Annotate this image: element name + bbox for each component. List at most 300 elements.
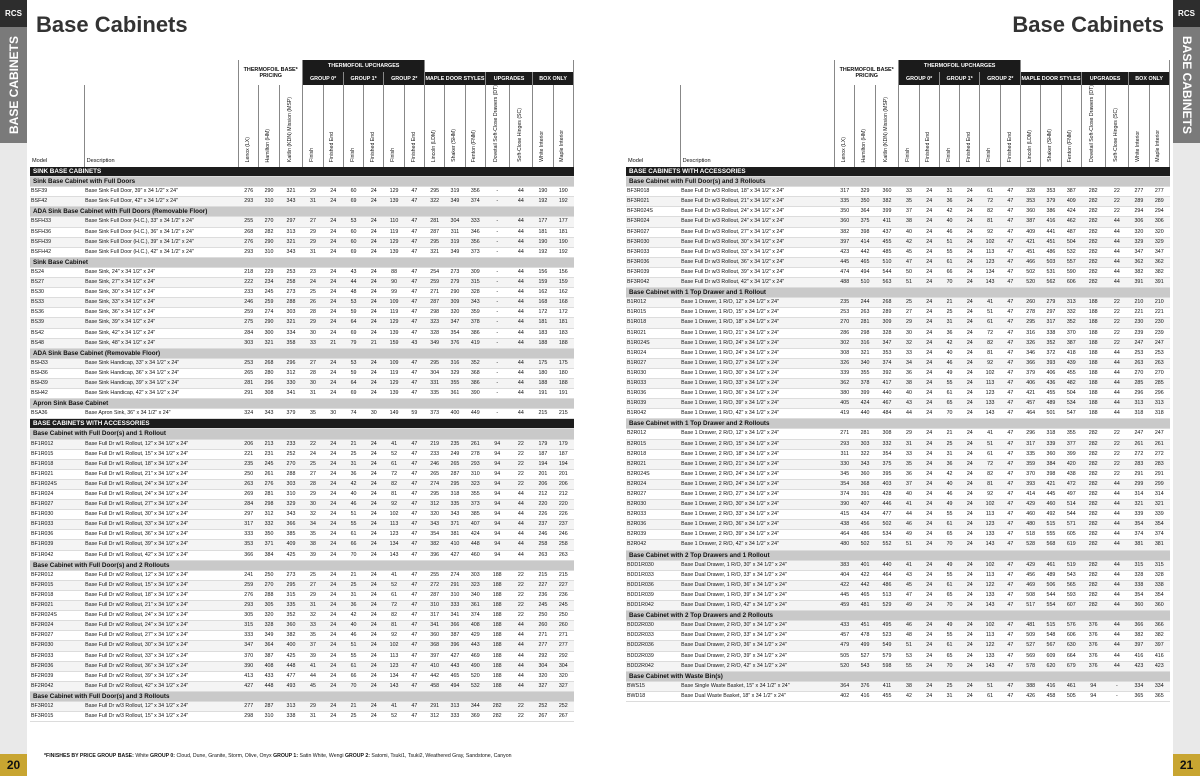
price-cell: 22: [1105, 439, 1129, 449]
price-cell: 45: [899, 580, 919, 590]
price-cell: 304: [425, 368, 445, 378]
subsection-header: [30, 560, 574, 570]
price-cell: 215: [553, 409, 574, 419]
header-price-group: GROUP 1*: [343, 72, 384, 85]
price-cell: 299: [1149, 479, 1170, 489]
price-cell: 44: [899, 510, 919, 520]
price-cell: 44: [509, 368, 533, 378]
table-row: [30, 278, 574, 288]
price-cell: 495: [875, 621, 899, 631]
price-cell: 237: [553, 520, 574, 530]
price-cell: 590: [1061, 267, 1081, 277]
model-cell: BF3R015: [30, 712, 84, 722]
price-cell: 47: [404, 641, 424, 651]
price-cell: 82: [980, 207, 1000, 217]
price-cell: 281: [855, 429, 875, 439]
header-group-maple-styles: MAPLE DOOR STYLES: [1021, 72, 1082, 85]
header-group-box-only: BOX ONLY: [1129, 72, 1170, 85]
price-cell: 21: [939, 429, 959, 439]
price-cell: 269: [239, 490, 259, 500]
price-cell: 472: [1061, 479, 1081, 489]
price-cell: 37: [899, 479, 919, 489]
model-cell: BF2R030: [30, 641, 84, 651]
price-cell: 59: [343, 308, 363, 318]
description-cell: Base Sink, 30" x 34 1/2" x 24": [84, 288, 238, 298]
price-cell: 159: [533, 278, 553, 288]
price-cell: 250: [259, 570, 279, 580]
column-header: Lincoln (LDM): [425, 85, 445, 167]
price-cell: 22: [509, 479, 533, 489]
table-row: [626, 267, 1170, 277]
price-cell: 52: [384, 449, 404, 459]
price-cell: 192: [553, 247, 574, 257]
price-cell: 24: [960, 358, 980, 368]
table-row: [30, 459, 574, 469]
table-row: [626, 429, 1170, 439]
model-cell: BF3R024: [626, 217, 680, 227]
table-row: [30, 611, 574, 621]
price-cell: 29: [303, 187, 323, 197]
price-cell: 263: [855, 308, 875, 318]
price-cell: 229: [259, 267, 279, 277]
price-cell: 292: [553, 651, 574, 661]
price-cell: 24: [960, 681, 980, 691]
price-cell: 24: [323, 631, 343, 641]
price-cell: 272: [1149, 449, 1170, 459]
price-cell: 24: [919, 490, 939, 500]
price-cell: 143: [980, 661, 1000, 671]
price-cell: 332: [875, 439, 899, 449]
price-cell: 82: [980, 338, 1000, 348]
price-cell: 360: [1021, 207, 1041, 217]
price-cell: 392: [875, 368, 899, 378]
price-cell: 44: [509, 237, 533, 247]
price-cell: 42: [343, 611, 363, 621]
price-cell: 397: [425, 651, 445, 661]
price-cell: 41: [384, 570, 404, 580]
table-row: [626, 661, 1170, 671]
price-cell: 47: [1000, 429, 1020, 439]
price-cell: 47: [404, 389, 424, 399]
price-cell: 24: [960, 540, 980, 550]
price-cell: 218: [239, 267, 259, 277]
price-cell: 66: [343, 540, 363, 550]
description-cell: Base Full Dr w/2 Rollout, 36" x 34 1/2" x 24": [84, 661, 238, 671]
price-cell: 320: [259, 611, 279, 621]
price-cell: 27: [303, 580, 323, 590]
price-cell: 22: [509, 459, 533, 469]
description-cell: Base 1 Drawer, 1 R/O, 33" x 34 1/2" x 24": [680, 378, 834, 388]
price-cell: 384: [1041, 459, 1061, 469]
price-cell: 297: [239, 510, 259, 520]
price-cell: 24: [960, 278, 980, 288]
price-cell: 192: [533, 247, 553, 257]
price-cell: 181: [553, 318, 574, 328]
price-cell: 188: [485, 651, 509, 661]
price-cell: 355: [1061, 429, 1081, 439]
price-cell: 24: [960, 510, 980, 520]
page-number-left: 20: [0, 754, 27, 776]
price-cell: 24: [364, 197, 384, 207]
price-cell: 287: [425, 227, 445, 237]
price-cell: 340: [465, 590, 485, 600]
price-cell: 59: [343, 368, 363, 378]
price-cell: 21: [364, 338, 384, 348]
price-cell: 282: [1081, 570, 1105, 580]
price-cell: 421: [1041, 479, 1061, 489]
price-cell: 397: [1149, 641, 1170, 651]
price-cell: 408: [259, 661, 279, 671]
table-row: [626, 500, 1170, 510]
price-cell: 24: [960, 580, 980, 590]
column-header: Dovetail Soft-Close Drawers (DT): [1081, 85, 1105, 167]
price-cell: 396: [445, 641, 465, 651]
price-cell: 24: [323, 217, 343, 227]
price-cell: 405: [835, 399, 855, 409]
price-cell: 505: [1061, 691, 1081, 701]
price-cell: 94: [485, 459, 509, 469]
price-cell: 310: [425, 601, 445, 611]
price-cell: 313: [279, 701, 303, 711]
price-cell: 382: [875, 197, 899, 207]
price-cell: 43: [404, 338, 424, 348]
price-cell: 24: [364, 479, 384, 489]
price-cell: 250: [239, 469, 259, 479]
price-cell: 69: [343, 247, 363, 257]
price-cell: 25: [343, 580, 363, 590]
price-cell: 343: [445, 510, 465, 520]
table-row: [626, 631, 1170, 641]
price-cell: 215: [553, 570, 574, 580]
price-cell: 235: [835, 298, 855, 308]
header-group-upgrades: UPGRADES: [485, 72, 532, 85]
price-cell: 24: [960, 197, 980, 207]
price-cell: 609: [1041, 651, 1061, 661]
price-cell: 480: [835, 540, 855, 550]
price-cell: 44: [509, 540, 533, 550]
price-cell: 60: [343, 187, 363, 197]
price-cell: 109: [384, 358, 404, 368]
subsection-header: [626, 288, 1170, 298]
price-cell: 47: [404, 318, 424, 328]
price-cell: 81: [980, 217, 1000, 227]
description-cell: Base 1 Drawer, 2 R/O, 15" x 34 1/2" x 24": [680, 439, 834, 449]
price-cell: 46: [899, 520, 919, 530]
section-title: ADA Sink Base Cabinet with Full Doors (Removable Floor): [30, 207, 574, 217]
price-cell: 399: [875, 207, 899, 217]
price-cell: 531: [1041, 267, 1061, 277]
price-cell: 465: [855, 590, 875, 600]
price-cell: 314: [1129, 490, 1149, 500]
model-cell: B2R012: [626, 429, 680, 439]
section-title: Base Cabinet with 2 Top Drawers and 2 Rollouts: [626, 611, 1170, 621]
price-cell: 24: [364, 288, 384, 298]
page-title-left: Base Cabinets: [36, 12, 188, 37]
price-cell: 47: [404, 520, 424, 530]
price-cell: 231: [259, 449, 279, 459]
price-cell: 42: [899, 691, 919, 701]
price-cell: 387: [1021, 217, 1041, 227]
price-cell: 24: [919, 389, 939, 399]
price-cell: 443: [465, 641, 485, 651]
price-cell: 485: [875, 247, 899, 257]
description-cell: Base 1 Drawer, 2 R/O, 30" x 34 1/2" x 24": [680, 500, 834, 510]
price-cell: 31: [303, 197, 323, 207]
table-row: [626, 601, 1170, 611]
price-cell: 576: [1061, 621, 1081, 631]
price-cell: 230: [1149, 318, 1170, 328]
price-cell: 464: [1021, 409, 1041, 419]
description-cell: Base 1 Drawer, 2 R/O, 18" x 34 1/2" x 24": [680, 449, 834, 459]
description-cell: Base Full Dr w/1 Rollout, 18" x 34 1/2" x 24": [84, 459, 238, 469]
price-cell: 381: [445, 530, 465, 540]
price-cell: 24: [323, 580, 343, 590]
price-cell: 523: [875, 631, 899, 641]
price-cell: 24: [364, 267, 384, 277]
price-cell: 27: [303, 358, 323, 368]
model-cell: BF2R024: [30, 621, 84, 631]
price-cell: 31: [939, 449, 959, 459]
price-cell: 24: [323, 611, 343, 621]
price-cell: 31: [303, 389, 323, 399]
price-cell: 32: [899, 338, 919, 348]
price-cell: -: [1105, 681, 1129, 691]
price-cell: 282: [1081, 247, 1105, 257]
price-cell: 289: [1149, 197, 1170, 207]
price-cell: 347: [239, 641, 259, 651]
price-cell: 425: [279, 550, 303, 560]
price-cell: 39: [303, 651, 323, 661]
price-cell: -: [485, 378, 509, 388]
column-header: Finish: [899, 85, 919, 167]
price-cell: 24: [960, 429, 980, 439]
price-cell: 509: [1021, 631, 1041, 641]
price-cell: 406: [1021, 378, 1041, 388]
price-cell: 24: [919, 500, 939, 510]
price-cell: 271: [533, 631, 553, 641]
description-cell: Base Full Dr w/2 Rollout, 27" x 34 1/2" x 24": [84, 631, 238, 641]
price-cell: 481: [1021, 621, 1041, 631]
price-cell: 47: [1000, 237, 1020, 247]
price-cell: 123: [384, 661, 404, 671]
price-cell: 335: [425, 389, 445, 399]
price-cell: 44: [1105, 661, 1129, 671]
price-cell: 70: [939, 601, 959, 611]
price-cell: 369: [465, 712, 485, 722]
price-cell: 25: [343, 449, 363, 459]
price-cell: 24: [364, 490, 384, 500]
price-cell: 24: [919, 217, 939, 227]
model-cell: B1R021: [626, 328, 680, 338]
price-cell: 237: [533, 520, 553, 530]
header-price-group: GROUP 0*: [303, 72, 344, 85]
price-cell: 24: [919, 399, 939, 409]
table-row: [30, 469, 574, 479]
price-cell: 24: [919, 338, 939, 348]
price-cell: 139: [384, 389, 404, 399]
description-cell: Base Sink, 42" x 34 1/2" x 24": [84, 328, 238, 338]
table-row: [30, 530, 574, 540]
price-cell: 455: [1061, 368, 1081, 378]
price-cell: 291: [425, 701, 445, 711]
price-cell: 534: [1061, 399, 1081, 409]
price-cell: 35: [303, 409, 323, 419]
price-cell: -: [485, 358, 509, 368]
price-cell: 364: [855, 207, 875, 217]
price-cell: 94: [485, 540, 509, 550]
model-cell: BSA36: [30, 409, 84, 419]
price-cell: 40: [939, 348, 959, 358]
price-cell: 22: [1105, 298, 1129, 308]
price-cell: 455: [875, 691, 899, 701]
model-cell: BF3R036: [626, 257, 680, 267]
section-header: [30, 167, 574, 177]
price-cell: 188: [485, 590, 509, 600]
price-cell: 188: [485, 570, 509, 580]
price-cell: 388: [1021, 681, 1041, 691]
price-cell: 102: [980, 621, 1000, 631]
price-cell: 183: [533, 328, 553, 338]
price-cell: 47: [404, 378, 424, 388]
model-cell: B1R042: [626, 409, 680, 419]
price-cell: 270: [259, 580, 279, 590]
price-cell: 282: [1081, 429, 1105, 439]
price-cell: 55: [899, 661, 919, 671]
price-cell: 94: [485, 469, 509, 479]
price-cell: 280: [259, 368, 279, 378]
price-cell: 24: [323, 197, 343, 207]
price-cell: 24: [919, 651, 939, 661]
price-cell: 60: [343, 227, 363, 237]
price-cell: 282: [1081, 227, 1105, 237]
table-row: [30, 661, 574, 671]
price-cell: 24: [323, 520, 343, 530]
price-cell: 308: [875, 429, 899, 439]
price-cell: 44: [1105, 278, 1129, 288]
price-cell: 24: [919, 510, 939, 520]
price-cell: -: [485, 247, 509, 257]
price-cell: 24: [323, 590, 343, 600]
price-cell: 35: [899, 459, 919, 469]
price-cell: 44: [509, 217, 533, 227]
price-cell: 44: [1105, 631, 1129, 641]
price-cell: 543: [1061, 570, 1081, 580]
price-cell: 554: [1041, 601, 1061, 611]
price-cell: 24: [960, 520, 980, 530]
model-cell: BF3R033: [626, 247, 680, 257]
price-cell: 24: [919, 187, 939, 197]
model-cell: BDD1R033: [626, 570, 680, 580]
price-cell: 64: [343, 318, 363, 328]
price-cell: 333: [239, 530, 259, 540]
description-cell: Base Full Dr w/3 Rollout, 24" x 34 1/2" x 24": [680, 217, 834, 227]
price-cell: 353: [1021, 197, 1041, 207]
price-cell: 24: [960, 479, 980, 489]
price-cell: 335: [445, 500, 465, 510]
column-header: Lenox (LX): [835, 85, 855, 167]
price-cell: 47: [404, 671, 424, 681]
price-cell: 187: [533, 449, 553, 459]
price-cell: 162: [553, 288, 574, 298]
table-row: [626, 389, 1170, 399]
column-header: Model: [30, 85, 84, 167]
price-cell: 24: [960, 651, 980, 661]
price-cell: 547: [1061, 409, 1081, 419]
price-cell: 24: [919, 479, 939, 489]
price-cell: 44: [509, 530, 533, 540]
price-cell: 320: [425, 510, 445, 520]
model-cell: BDD1R030: [626, 560, 680, 570]
price-cell: 44: [1105, 651, 1129, 661]
price-cell: 21: [343, 439, 363, 449]
price-cell: 47: [404, 267, 424, 277]
section-side-label: BASE CABINETS: [0, 27, 27, 143]
price-cell: 47: [1000, 631, 1020, 641]
price-cell: 24: [960, 348, 980, 358]
price-cell: 47: [1000, 338, 1020, 348]
table-row: [30, 378, 574, 388]
price-cell: 291: [445, 580, 465, 590]
table-row: [626, 308, 1170, 318]
column-header: Finish: [303, 85, 323, 167]
price-cell: 343: [855, 459, 875, 469]
price-cell: 47: [404, 449, 424, 459]
price-cell: 24: [919, 469, 939, 479]
price-cell: 24: [919, 378, 939, 388]
price-cell: 24: [960, 631, 980, 641]
price-cell: 92: [980, 358, 1000, 368]
price-cell: 210: [1129, 298, 1149, 308]
price-cell: 47: [404, 439, 424, 449]
table-row: [30, 651, 574, 661]
price-cell: 261: [1149, 439, 1170, 449]
column-header: Hamilton (HM): [855, 85, 875, 167]
price-cell: -: [485, 409, 509, 419]
price-cell: 24: [323, 389, 343, 399]
price-cell: 410: [445, 540, 465, 550]
table-row: [30, 681, 574, 691]
price-cell: 343: [465, 298, 485, 308]
price-cell: 179: [553, 439, 574, 449]
price-cell: 23: [303, 267, 323, 277]
price-cell: 245: [553, 601, 574, 611]
price-cell: 439: [1061, 358, 1081, 368]
table-row: [626, 247, 1170, 257]
table-row: [626, 257, 1170, 267]
price-cell: 47: [1000, 298, 1020, 308]
price-cell: 295: [425, 358, 445, 368]
price-cell: 188: [1081, 318, 1105, 328]
model-cell: BWS15: [626, 681, 680, 691]
price-cell: 43: [899, 399, 919, 409]
price-cell: 24: [919, 601, 939, 611]
price-cell: 282: [485, 701, 509, 711]
price-cell: 33: [899, 348, 919, 358]
price-cell: 49: [899, 601, 919, 611]
price-cell: 55: [939, 510, 959, 520]
price-cell: 47: [404, 368, 424, 378]
price-cell: 332: [1061, 308, 1081, 318]
price-cell: 47: [404, 611, 424, 621]
price-cell: 24: [960, 399, 980, 409]
price-cell: 25: [303, 459, 323, 469]
price-cell: 305: [239, 611, 259, 621]
price-cell: 374: [1149, 530, 1170, 540]
description-cell: Base Full Dr w/3 Rollout, 42" x 34 1/2" x 24": [680, 278, 834, 288]
column-header: Fenton (FNM): [1061, 85, 1081, 167]
model-cell: BF2R024S: [30, 611, 84, 621]
price-cell: 247: [1149, 429, 1170, 439]
